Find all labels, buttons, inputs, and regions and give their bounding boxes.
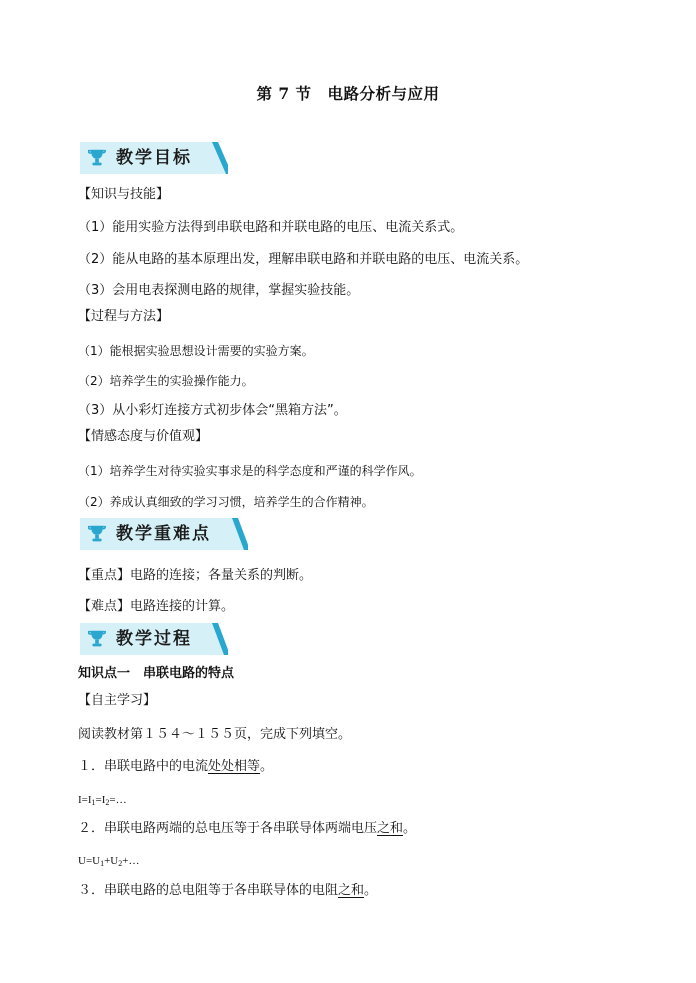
formula-current bbox=[78, 791, 127, 812]
knowledge-item-3: （3）会用电表探测电路的规律，掌握实验技能。 bbox=[78, 283, 360, 298]
item-suffix: 。 bbox=[403, 821, 417, 836]
subscript: 1 bbox=[91, 798, 96, 807]
section-banner-process bbox=[80, 623, 228, 655]
process-item-1: （1）能根据实验思想设计需要的实验方案。 bbox=[78, 344, 314, 358]
focus-label: 【重点】 bbox=[78, 568, 131, 583]
difficulty-label: 【难点】 bbox=[78, 599, 131, 614]
section-banner-objectives bbox=[80, 142, 228, 174]
trophy-icon bbox=[86, 147, 108, 169]
banner-label: 教学重难点 bbox=[116, 524, 211, 544]
subscript: 2 bbox=[118, 859, 123, 868]
knowledge-item-2: （2）能从电路的基本原理出发，理解串联电路和并联电路的电压、电流关系。 bbox=[78, 252, 529, 267]
difficulty-text: 电路连接的计算。 bbox=[130, 599, 235, 614]
self-study-heading: 【自主学习】 bbox=[78, 693, 157, 708]
subscript: 1 bbox=[100, 859, 105, 868]
emotion-item-1: （1）培养学生对待实验实事求是的科学态度和严谨的科学作风。 bbox=[78, 464, 422, 478]
formula-part: +… bbox=[122, 855, 140, 867]
trophy-icon bbox=[86, 628, 108, 650]
formula-part: =… bbox=[109, 794, 127, 806]
item-suffix: 。 bbox=[260, 759, 274, 774]
section-banner-key-points bbox=[80, 518, 248, 550]
formula-voltage bbox=[78, 852, 139, 873]
focus-line bbox=[78, 567, 312, 585]
difficulty-line bbox=[78, 598, 234, 616]
knowledge-point-title: 知识点一 串联电路的特点 bbox=[78, 666, 235, 681]
fill-item-1 bbox=[78, 758, 273, 776]
process-item-2: （2）培养学生的实验操作能力。 bbox=[78, 374, 254, 388]
item-text: １．串联电路中的电流 bbox=[78, 759, 209, 774]
knowledge-heading: 【知识与技能】 bbox=[78, 187, 170, 202]
trophy-icon bbox=[86, 523, 108, 545]
reading-instruction: 阅读教材第１５４～１５５页，完成下列填空。 bbox=[78, 727, 352, 742]
process-item-3: （3）从小彩灯连接方式初步体会“黑箱方法”。 bbox=[78, 403, 347, 418]
formula-part: U=U bbox=[78, 855, 101, 867]
knowledge-item-1: （1）能用实验方法得到串联电路和并联电路的电压、电流关系式。 bbox=[78, 220, 464, 235]
banner-label: 教学目标 bbox=[116, 148, 192, 168]
answer-blank: 之和 bbox=[377, 821, 404, 836]
fill-item-2 bbox=[78, 820, 416, 838]
item-text: ２．串联电路两端的总电压等于各串联导体两端电压 bbox=[78, 821, 378, 836]
fill-item-3 bbox=[78, 882, 377, 900]
answer-blank: 处处相等 bbox=[208, 759, 261, 774]
item-text: ３．串联电路的总电阻等于各串联导体的电阻 bbox=[78, 883, 339, 898]
answer-blank: 之和 bbox=[338, 883, 365, 898]
focus-text: 电路的连接；各量关系的判断。 bbox=[130, 568, 313, 583]
formula-part: +U bbox=[104, 855, 119, 867]
page-title: 第 7 节 电路分析与应用 bbox=[256, 84, 440, 103]
banner-label: 教学过程 bbox=[116, 629, 192, 649]
item-suffix: 。 bbox=[364, 883, 378, 898]
emotion-heading: 【情感态度与价值观】 bbox=[78, 429, 209, 444]
formula-part: I=I bbox=[78, 794, 92, 806]
subscript: 2 bbox=[105, 798, 110, 807]
formula-part: =I bbox=[95, 794, 106, 806]
process-heading: 【过程与方法】 bbox=[78, 309, 170, 324]
emotion-item-2: （2）养成认真细致的学习习惯，培养学生的合作精神。 bbox=[78, 495, 374, 509]
